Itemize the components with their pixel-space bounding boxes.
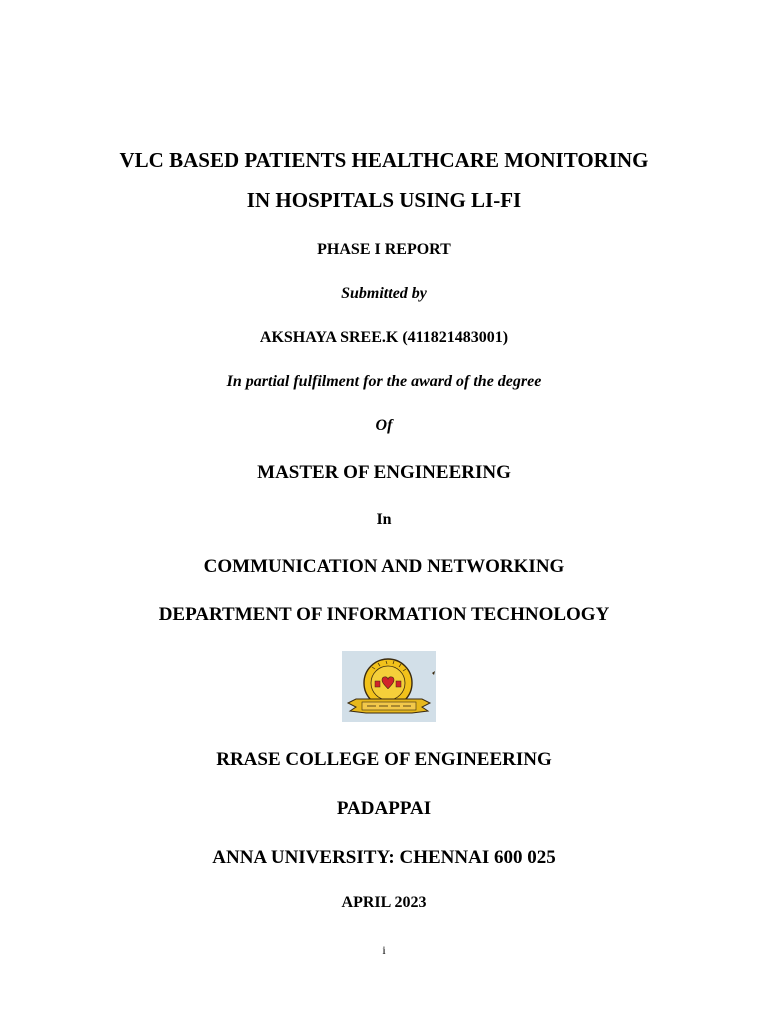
specialization-title: COMMUNICATION AND NETWORKING (203, 556, 565, 577)
submission-date: APRIL 2023 (341, 894, 427, 911)
title-line-2: IN HOSPITALS USING LI-FI (246, 188, 522, 212)
of-label: Of (375, 417, 393, 434)
university-name: ANNA UNIVERSITY: CHENNAI 600 025 (212, 847, 556, 868)
fulfilment-text: In partial fulfilment for the award of the degree (226, 373, 542, 390)
college-name: RRASE COLLEGE OF ENGINEERING (216, 749, 552, 770)
college-logo (342, 651, 436, 722)
title-line-1: VLC BASED PATIENTS HEALTHCARE MONITORING (119, 148, 649, 172)
in-label: In (376, 511, 392, 528)
department-title: DEPARTMENT OF INFORMATION TECHNOLOGY (158, 604, 610, 625)
degree-title: MASTER OF ENGINEERING (257, 462, 511, 483)
author-line: AKSHAYA SREE.K (411821483001) (259, 329, 509, 346)
report-type: PHASE I REPORT (317, 241, 451, 258)
submitted-by-label: Submitted by (341, 285, 427, 302)
page-number: i (382, 943, 386, 957)
location: PADAPPAI (336, 798, 432, 819)
